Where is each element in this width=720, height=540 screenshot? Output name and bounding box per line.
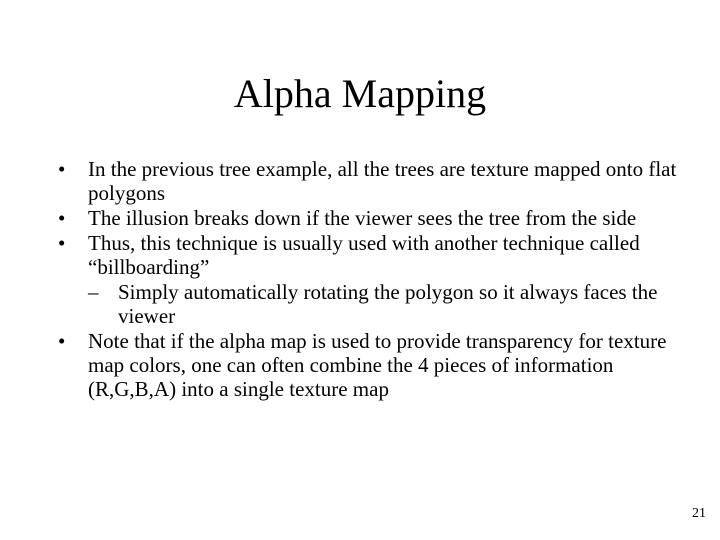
bullet-text: In the previous tree example, all the trees are texture mapped onto flat polygons: [88, 157, 677, 205]
page-number: 21: [692, 506, 706, 521]
bullet-marker: •: [58, 329, 66, 353]
bullet-list: [58, 157, 678, 402]
slide-title: Alpha Mapping: [233, 71, 487, 116]
sub-bullet-text: Simply automatically rotating the polygon so it always faces the viewer: [118, 280, 658, 328]
bullet-item: [58, 206, 678, 230]
bullet-marker: •: [58, 157, 66, 181]
bullet-item: [58, 329, 678, 401]
bullet-text: Thus, this technique is usually used with another technique called “billboarding”: [88, 231, 640, 279]
sub-bullet-item: [58, 280, 678, 328]
bullet-text: The illusion breaks down if the viewer sees the tree from the side: [88, 206, 637, 230]
sub-bullet-marker: –: [88, 280, 99, 304]
bullet-item: [58, 231, 678, 279]
bullet-marker: •: [58, 231, 66, 255]
bullet-text: Note that if the alpha map is used to provide transparency for texture map colors, one can often combine the 4 pieces of information (R,G,B,A) into a single texture map: [88, 329, 667, 401]
bullet-item: [58, 157, 678, 205]
bullet-marker: •: [58, 206, 66, 230]
